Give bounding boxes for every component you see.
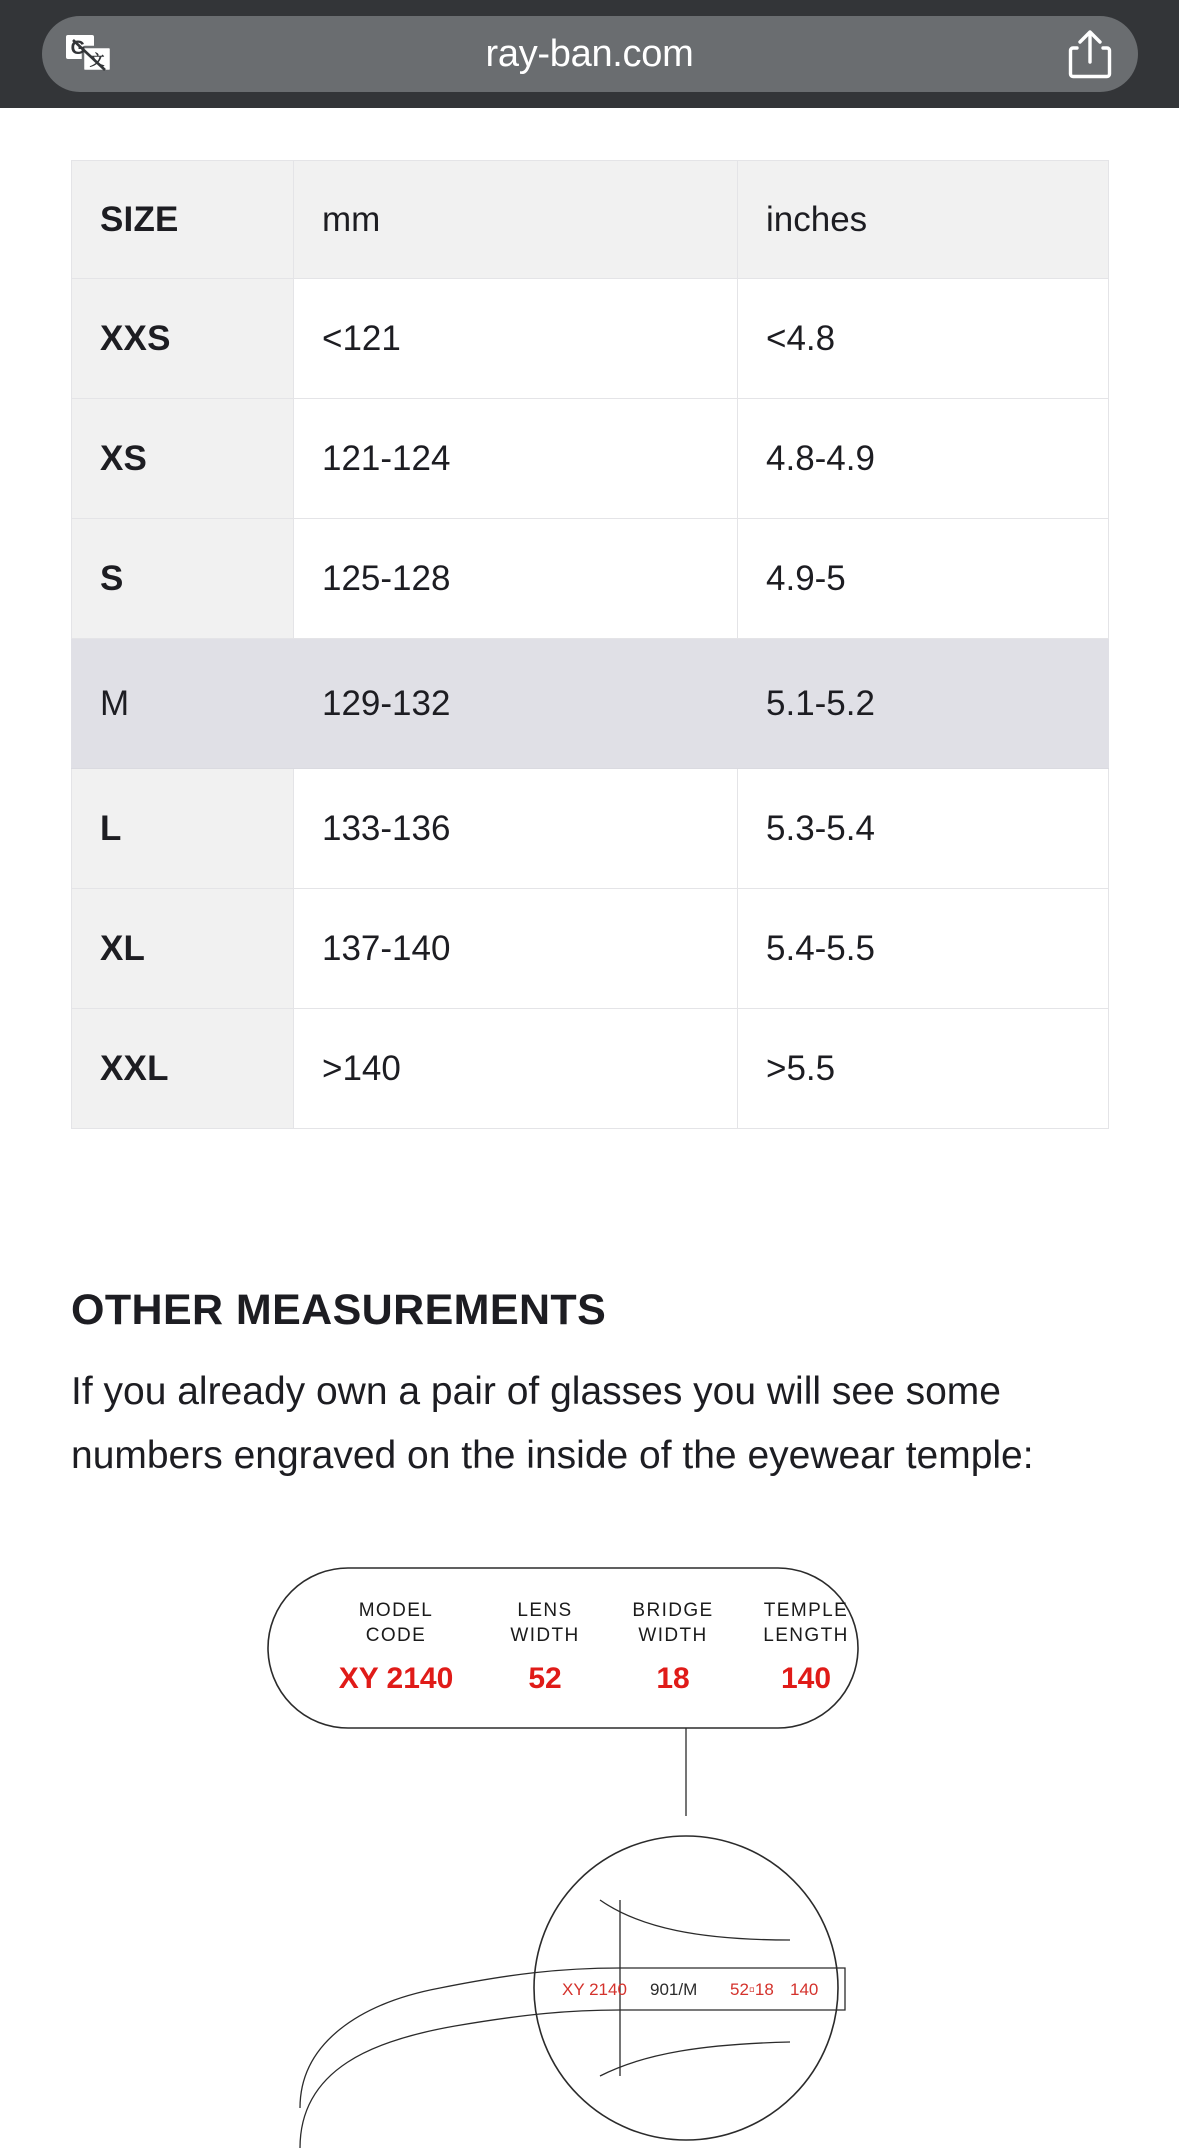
cell-inches: <4.8: [738, 279, 1109, 399]
translate-icon[interactable]: [65, 30, 113, 78]
cell-size: XXL: [72, 1009, 294, 1129]
temple-arm-lower-edge: [300, 2010, 620, 2148]
cell-inches: >5.5: [738, 1009, 1109, 1129]
callout-value-1: XY 2140: [338, 1662, 454, 1695]
callout-value-4: 140: [780, 1662, 832, 1695]
cell-size: XXS: [72, 279, 294, 399]
svg-text:文: 文: [88, 52, 105, 69]
callout-label-1-line1: MODEL: [358, 1600, 434, 1621]
cell-size: XS: [72, 399, 294, 519]
engraving-temple-length: 140: [790, 1980, 819, 1999]
cell-mm: 129-132: [294, 639, 738, 769]
callout-label-2-line2: WIDTH: [510, 1625, 580, 1646]
callout-label-3-line2: WIDTH: [638, 1625, 708, 1646]
cell-size: S: [72, 519, 294, 639]
callout-label-2-line1: LENS: [517, 1600, 573, 1621]
callout-label-4-line1: TEMPLE: [763, 1600, 849, 1621]
engraving-model-code: XY 2140: [562, 1980, 627, 1999]
cell-mm: 137-140: [294, 889, 738, 1009]
table-row[interactable]: [72, 399, 1109, 519]
callout-value-2: 52: [528, 1662, 562, 1695]
share-icon[interactable]: [1068, 29, 1112, 79]
table-row[interactable]: [72, 1009, 1109, 1129]
url-bar[interactable]: [42, 16, 1138, 92]
cell-mm: 121-124: [294, 399, 738, 519]
svg-text:G: G: [70, 38, 85, 59]
cell-size: L: [72, 769, 294, 889]
cell-mm: 133-136: [294, 769, 738, 889]
table-row[interactable]: [72, 769, 1109, 889]
callout-label-3-line1: BRIDGE: [632, 1600, 714, 1621]
temple-pill-outline: [268, 1568, 858, 1728]
cell-size: XL: [72, 889, 294, 1009]
cell-inches: 4.9-5: [738, 519, 1109, 639]
page-content: [0, 108, 1179, 2145]
temple-arm-top-curve: [600, 1900, 790, 1940]
section-heading-other-measurements: OTHER MEASUREMENTS: [71, 1286, 607, 1334]
cell-size: M: [72, 639, 294, 769]
engraving-lens-bridge: 52▫18: [730, 1980, 774, 1999]
cell-mm: <121: [294, 279, 738, 399]
table-row[interactable]: [72, 889, 1109, 1009]
table-header-row: [72, 161, 1109, 279]
table-row[interactable]: [72, 279, 1109, 399]
cell-inches: 5.1-5.2: [738, 639, 1109, 769]
column-header-mm: mm: [294, 161, 738, 279]
callout-label-1-line2: CODE: [365, 1625, 427, 1646]
cell-mm: 125-128: [294, 519, 738, 639]
column-header-size: SIZE: [72, 161, 294, 279]
eyewear-engraving-diagram: [0, 1548, 1179, 2148]
cell-inches: 5.4-5.5: [738, 889, 1109, 1009]
url-text: ray-ban.com: [485, 32, 694, 75]
cell-mm: >140: [294, 1009, 738, 1129]
size-guide-table: [71, 160, 1109, 1129]
callout-label-4-line2: LENGTH: [763, 1625, 849, 1646]
callout-value-3: 18: [656, 1662, 690, 1695]
column-header-inches: inches: [738, 161, 1109, 279]
section-body-text: If you already own a pair of glasses you will see some numbers engraved on the inside of the eyewear temple:: [71, 1370, 1034, 1477]
table-row[interactable]: [72, 519, 1109, 639]
engraving-color-code: 901/M: [650, 1980, 698, 1999]
table-row-selected[interactable]: [72, 639, 1109, 769]
temple-arm-bottom-curve: [600, 2042, 790, 2076]
cell-inches: 5.3-5.4: [738, 769, 1109, 889]
browser-toolbar: [0, 0, 1179, 108]
cell-inches: 4.8-4.9: [738, 399, 1109, 519]
